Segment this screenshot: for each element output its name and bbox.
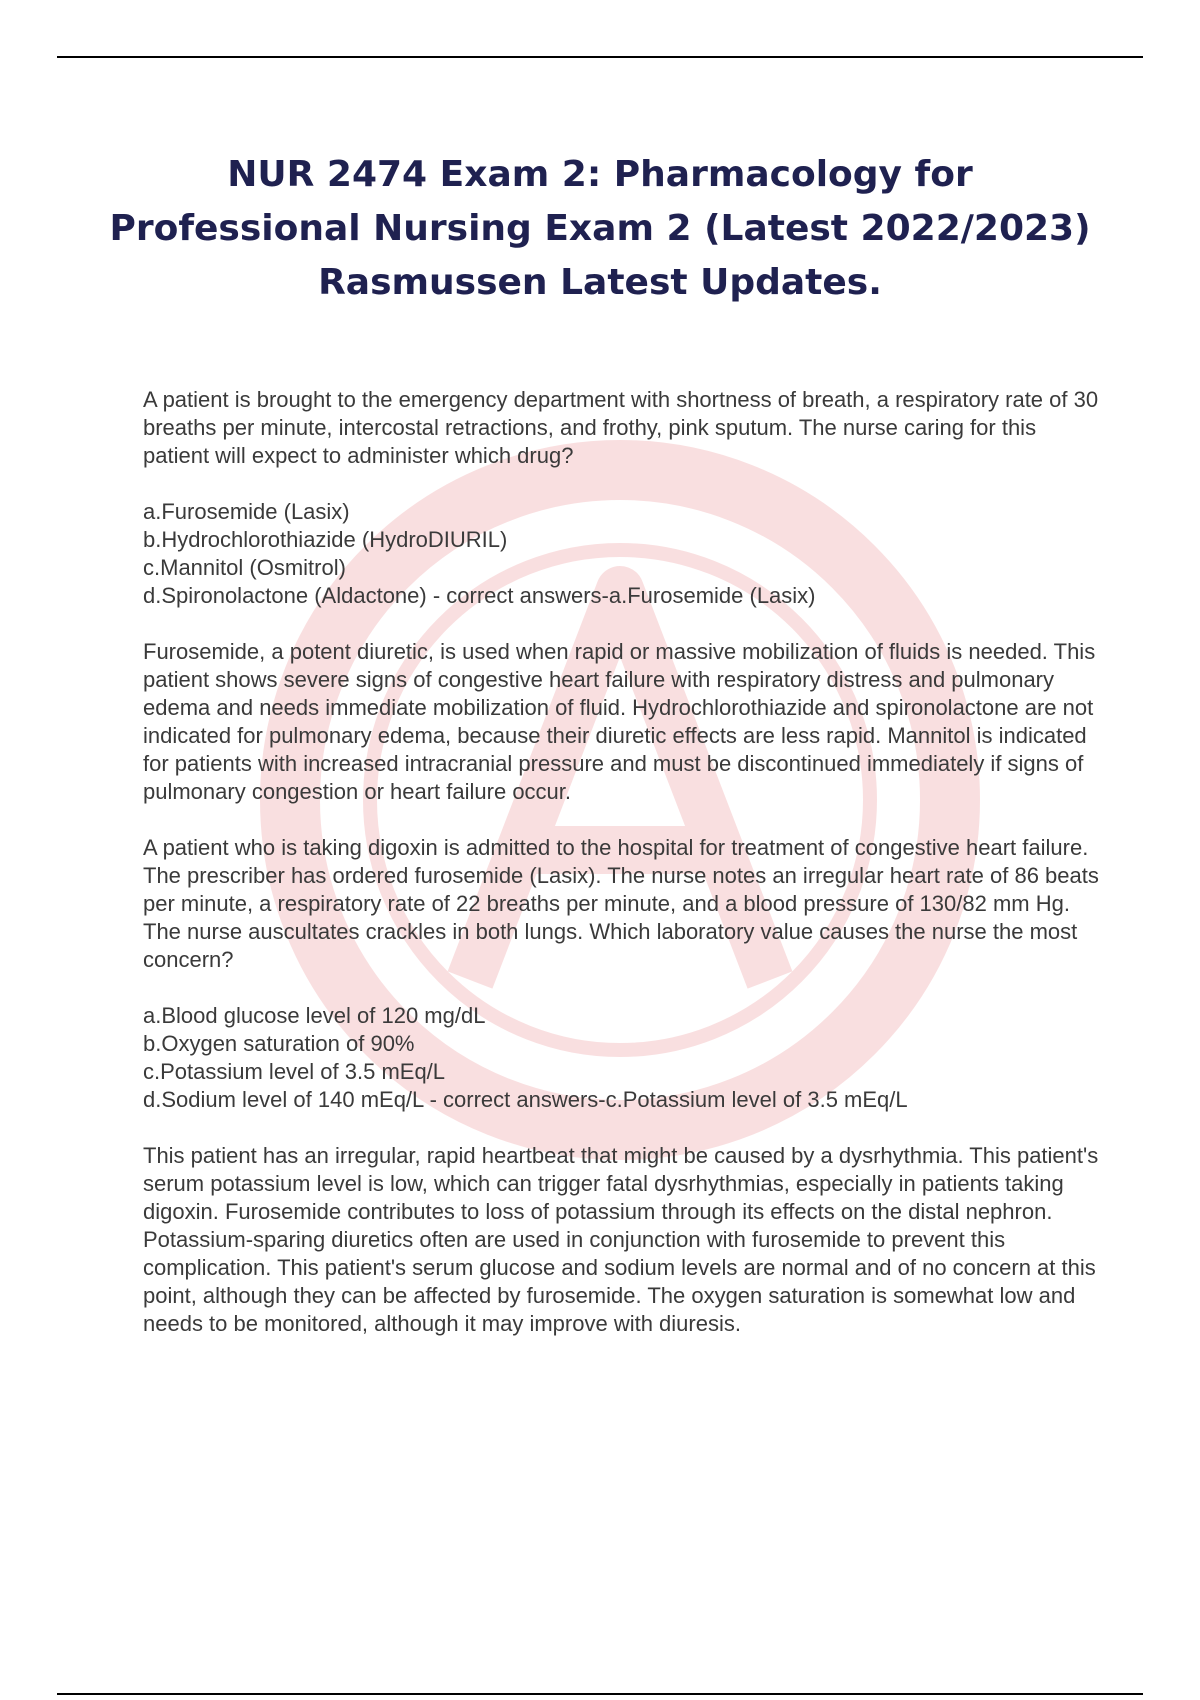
answer-option: b.Hydrochlorothiazide (HydroDIURIL) xyxy=(143,527,508,552)
question-text: A patient is brought to the emergency department with shortness of breath, a respiratory rate of 30 breaths per minute, intercostal retractions, and frothy, pink sputum. The nurse caring for this patient will expect to administer which drug? xyxy=(143,387,1099,468)
answer-option: c.Mannitol (Osmitrol) xyxy=(143,555,346,580)
answer-options xyxy=(143,498,1103,610)
answer-option: a.Blood glucose level of 120 mg/dL xyxy=(143,1003,486,1028)
answer-option: d.Sodium level of 140 mEq/L - correct answers-c.Potassium level of 3.5 mEq/L xyxy=(143,1087,908,1112)
answer-option: c.Potassium level of 3.5 mEq/L xyxy=(143,1059,446,1084)
bottom-rule xyxy=(57,1693,1143,1695)
rationale-text: This patient has an irregular, rapid heartbeat that might be caused by a dysrhythmia. This patient's serum potassium level is low, which can trigger fatal dysrhythmias, especially in patients taking digoxin. Furosemide contributes to loss of potassium through its effects on the distal nephron. Potassium-sparing diuretics often are used in conjunction with furosemide to prevent this complication. This patient's serum glucose and sodium levels are normal and of no concern at this point, although they can be affected by furosemide. The oxygen saturation is somewhat low and needs to be monitored, although it may improve with diuresis. xyxy=(143,1143,1099,1336)
answer-option: d.Spironolactone (Aldactone) - correct answers-a.Furosemide (Lasix) xyxy=(143,583,816,608)
rationale-text: Furosemide, a potent diuretic, is used when rapid or massive mobilization of fluids is needed. This patient shows severe signs of congestive heart failure with respiratory distress and pulmonary edema and needs immediate mobilization of fluid. Hydrochlorothiazide and spironolactone are not indicated for pulmonary edema, because their diuretic effects are less rapid. Mannitol is indicated for patients with increased intracranial pressure and must be discontinued immediately if signs of pulmonary congestion or heart failure occur. xyxy=(143,639,1096,804)
exam-content xyxy=(143,386,1103,1366)
answer-option: b.Oxygen saturation of 90% xyxy=(143,1031,415,1056)
document-title: NUR 2474 Exam 2: Pharmacology for Professional Nursing Exam 2 (Latest 2022/2023) Rasmussen Latest Updates. xyxy=(109,154,1091,303)
answer-options xyxy=(143,1002,1103,1114)
question-text: A patient who is taking digoxin is admitted to the hospital for treatment of congestive heart failure. The prescriber has ordered furosemide (Lasix). The nurse notes an irregular heart rate of 86 beats per minute, a respiratory rate of 22 breaths per minute, and a blood pressure of 130/82 mm Hg. The nurse auscultates crackles in both lungs. Which laboratory value causes the nurse the most concern? xyxy=(143,835,1099,972)
answer-option: a.Furosemide (Lasix) xyxy=(143,499,350,524)
top-rule xyxy=(57,56,1143,58)
